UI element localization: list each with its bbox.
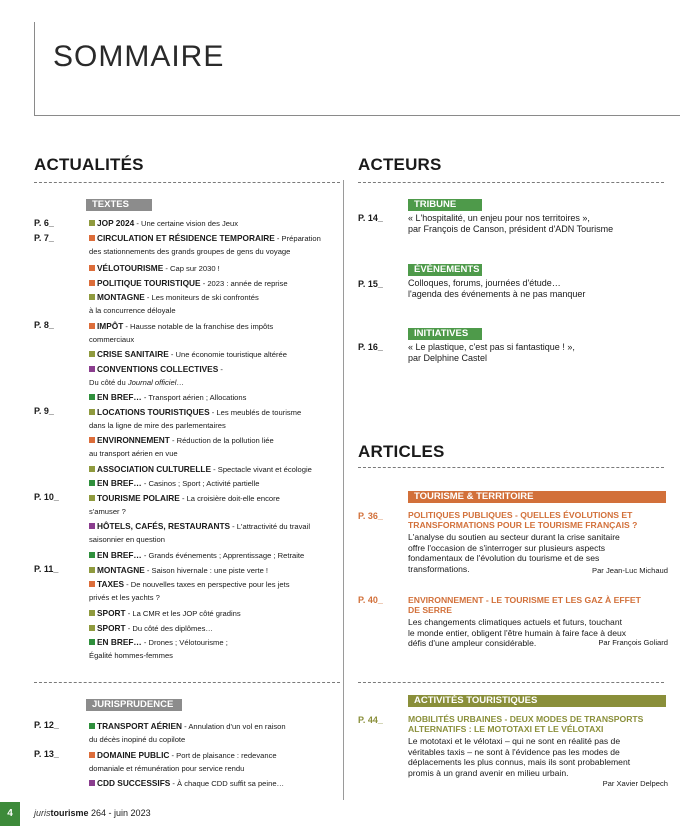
bullet [89,265,95,271]
section-title-acteurs: ACTEURS [358,155,442,174]
bullet [89,723,95,729]
bullet [89,480,95,486]
evenements-text[interactable]: Colloques, forums, journées d'étude… l'agenda des événements à ne pas manquer [408,278,586,299]
bullet [89,639,95,645]
badge-jurisprudence: JURISPRUDENCE [86,699,182,711]
bullet [89,280,95,286]
list-item[interactable]: CDD SUCCESSIFS - À chaque CDD suffit sa peine… [89,777,341,790]
bullet [89,409,95,415]
section-title-articles: ARTICLES [358,442,445,461]
divider [358,682,664,683]
page-ref: P. 14_ [358,213,383,223]
article-title[interactable]: POLITIQUES PUBLIQUES - QUELLES ÉVOLUTIONS ET TRANSFORMATIONS POUR LE TOURISME FRANÇAIS ? [408,510,638,530]
bullet [89,752,95,758]
page-number: 4 [0,802,20,826]
list-item[interactable]: IMPÔT - Hausse notable de la franchise des impôts commerciaux [89,321,274,344]
page-ref: P. 10_ [34,492,59,502]
bullet [89,581,95,587]
list-item[interactable]: JOP 2024 - Une certaine vision des Jeux [89,217,341,230]
list-item[interactable]: ASSOCIATION CULTURELLE - Spectacle vivant et écologie [89,463,341,476]
badge-tribune: TRIBUNE [408,199,482,211]
list-item[interactable]: HÔTELS, CAFÉS, RESTAURANTS - L'attractivité du travail saisonnier en question [89,521,311,544]
list-item[interactable]: SPORT - Du côté des diplômes… [89,622,341,635]
bullet [89,552,95,558]
article-author: Par François Goliard [598,638,668,647]
bullet [89,366,95,372]
page-ref: P. 13_ [34,749,59,759]
article-author: Par Xavier Delpech [602,779,668,788]
footer-journal: juristourisme 264 - juin 2023 [34,808,151,818]
page-ref: P. 8_ [34,320,54,330]
section-title-actualites: ACTUALITÉS [34,155,144,174]
list-item[interactable]: EN BREF… - Grands événements ; Apprentissage ; Retraite [89,549,341,562]
list-item[interactable]: CIRCULATION ET RÉSIDENCE TEMPORAIRE - Préparation des stationnements des grands groupes de gens du voyage [89,233,321,256]
list-item[interactable]: ENVIRONNEMENT - Réduction de la pollution liée au transport aérien en vue [89,435,274,458]
list-item[interactable]: POLITIQUE TOURISTIQUE - 2023 : année de reprise [89,277,341,290]
bullet [89,523,95,529]
bullet [89,625,95,631]
divider [358,467,664,468]
initiatives-text[interactable]: « Le plastique, c'est pas si fantastique ! », par Delphine Castel [408,342,575,363]
bullet [89,235,95,241]
page-ref: P. 36_ [358,511,383,521]
page-ref: P. 7_ [34,233,54,243]
page-ref: P. 11_ [34,564,59,574]
bullet [89,495,95,501]
page-ref: P. 40_ [358,595,383,605]
list-item[interactable]: EN BREF… - Drones ; Vélotourisme ; Égalité hommes-femmes [89,637,228,660]
divider [358,182,664,183]
list-item[interactable]: EN BREF… - Transport aérien ; Allocations [89,391,341,404]
page-title: SOMMAIRE [53,40,225,73]
list-item[interactable]: MONTAGNE - Les moniteurs de ski confrontés à la concurrence déloyale [89,292,259,315]
list-item[interactable]: MONTAGNE - Saison hivernale : une piste verte ! [89,564,341,577]
badge-activites-touristiques: ACTIVITÉS TOURISTIQUES [408,695,666,707]
bullet [89,323,95,329]
list-item[interactable]: DOMAINE PUBLIC - Port de plaisance : redevance domaniale et rémunération pour service rendu [89,750,277,773]
bullet [89,466,95,472]
article-title[interactable]: MOBILITÉS URBAINES - DEUX MODES DE TRANSPORTS ALTERNATIFS : LE MOTOTAXI ET LE VÉLOTAXI [408,714,644,734]
list-item[interactable]: CRISE SANITAIRE - Une économie touristique altérée [89,348,341,361]
badge-initiatives: INITIATIVES [408,328,482,340]
page-ref: P. 12_ [34,720,59,730]
article-summary: Le mototaxi et le vélotaxi – qui ne sont en réalité pas de véritables taxis – ne sont à l'évidence pas les modes de déplacements les plus connus, mais ils sont probablement promis à un grand avenir en milieu urbain. [408,736,631,778]
badge-tourisme-territoire: TOURISME & TERRITOIRE [408,491,666,503]
divider [34,182,340,183]
bullet [89,351,95,357]
divider [34,682,340,683]
list-item[interactable]: LOCATIONS TOURISTIQUES - Les meublés de tourisme dans la ligne de mire des parlementaires [89,407,302,430]
title-box [34,22,680,116]
badge-evenements: ÉVÉNEMENTS [408,264,482,276]
list-item[interactable]: VÉLOTOURISME - Cap sur 2030 ! [89,262,341,275]
page-ref: P. 44_ [358,715,383,725]
bullet [89,567,95,573]
list-item[interactable]: SPORT - La CMR et les JOP côté gradins [89,607,341,620]
list-item[interactable]: TAXES - De nouvelles taxes en perspective pour les jets privés et les yachts ? [89,579,290,602]
article-title[interactable]: ENVIRONNEMENT - LE TOURISME ET LES GAZ À EFFET DE SERRE [408,595,641,615]
page-ref: P. 16_ [358,342,383,352]
bullet [89,220,95,226]
bullet [89,610,95,616]
bullet [89,437,95,443]
bullet [89,294,95,300]
badge-textes: TEXTES [86,199,152,211]
list-item[interactable]: CONVENTIONS COLLECTIVES - Du côté du Journal officiel… [89,364,223,387]
tribune-text[interactable]: « L'hospitalité, un enjeu pour nos territoires », par François de Canson, président d'ADN Tourisme [408,213,614,234]
article-summary: L'analyse du soutien au secteur durant la crise sanitaire offre l'occasion de s'interroger sur plusieurs aspects fondamentaux de l'évolution du tourisme et de ses transformations. [408,532,620,574]
list-item[interactable]: EN BREF… - Casinos ; Sport ; Activité partielle [89,477,341,490]
page-ref: P. 15_ [358,279,383,289]
article-summary: Les changements climatiques actuels et futurs, touchant le monde entier, obligent l'être humain à faire face à deux défis d'une ampleur considérable. [408,617,627,648]
bullet [89,780,95,786]
page-ref: P. 9_ [34,406,54,416]
column-divider [343,180,344,800]
list-item[interactable]: TOURISME POLAIRE - La croisière doit-elle encore s'amuser ? [89,493,280,516]
article-author: Par Jean-Luc Michaud [592,566,668,575]
page-ref: P. 6_ [34,218,54,228]
list-item[interactable]: TRANSPORT AÉRIEN - Annulation d'un vol en raison du décès inopiné du copilote [89,721,286,744]
bullet [89,394,95,400]
